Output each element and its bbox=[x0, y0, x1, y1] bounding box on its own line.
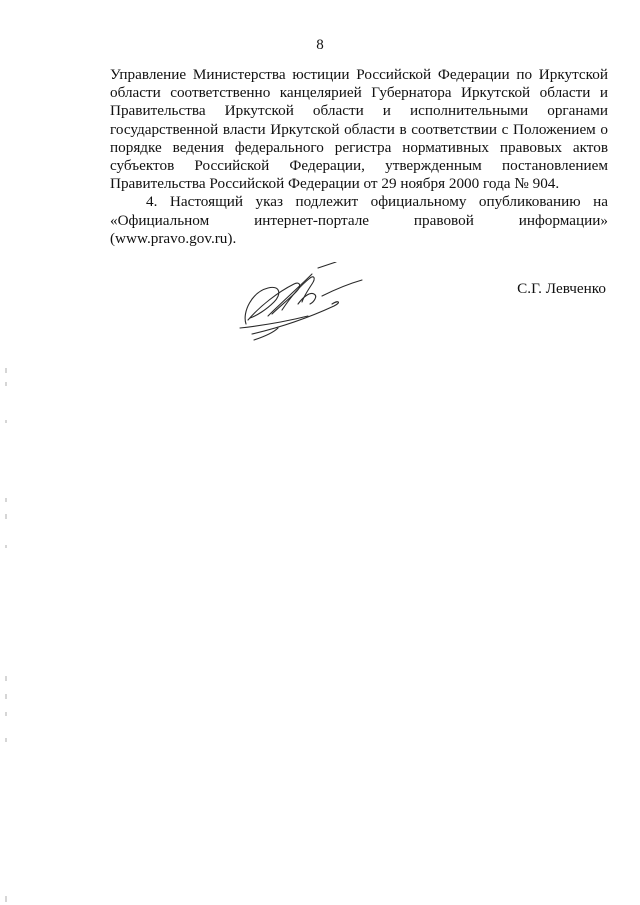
paragraph-continued: Управление Министерства юстиции Российской Федерации по Иркутской области соответственно канцелярией Губернатора Иркутской области и Правительства Иркутской области и исполнительными органами государственной власти Иркутской области в соответствии с Положением о порядке ведения федерального регистра нормативных правовых актов субъектов Российской Федерации, утвержденным постановлением Правительства Российской Федерации от 29 ноября 2000 года № 904. bbox=[110, 66, 608, 193]
paragraph-publication-clause: 4. Настоящий указ подлежит официальному опубликованию на «Официальном интернет-портале правовой информации» (www.pravo.gov.ru). bbox=[110, 193, 608, 247]
document-body bbox=[110, 66, 608, 248]
handwritten-signature bbox=[238, 262, 368, 344]
page-number: 8 bbox=[316, 37, 324, 53]
scan-margin-marks bbox=[4, 0, 8, 905]
signatory-name: С.Г. Левченко bbox=[517, 280, 606, 297]
